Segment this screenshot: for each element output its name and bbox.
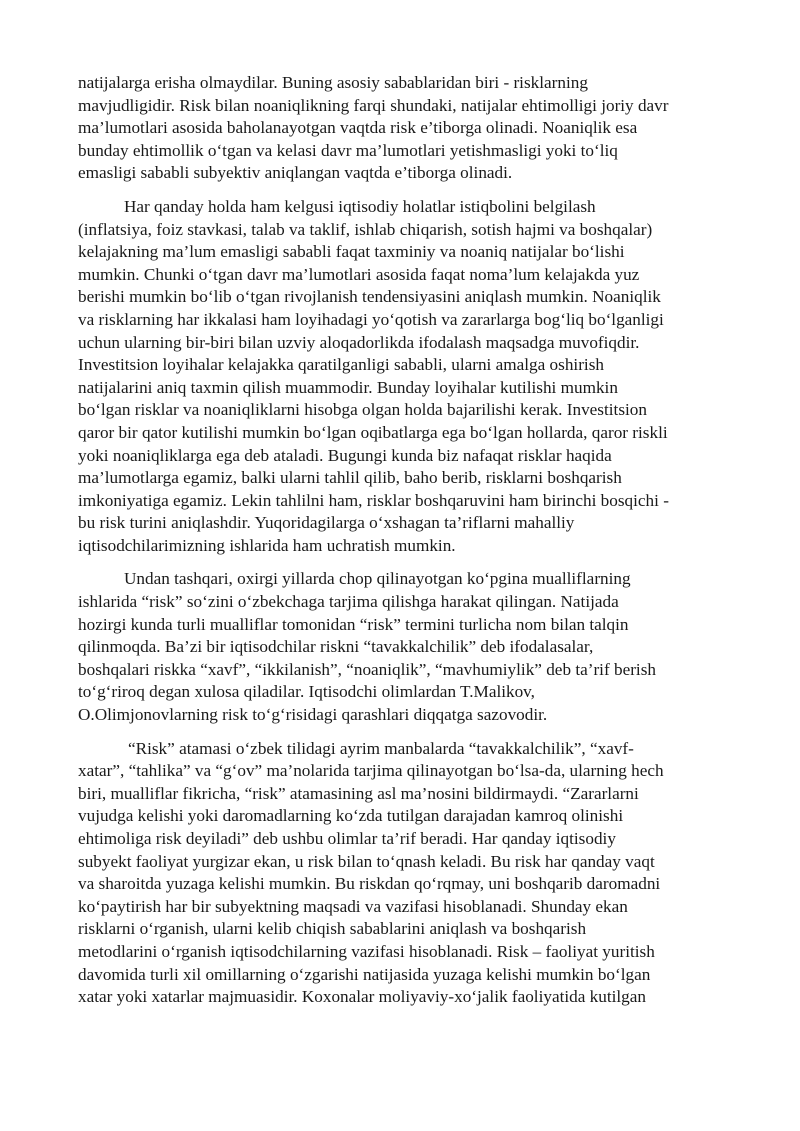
text-line: xatar yoki xatarlar majmuasidir. Koxonalar moliyaviy-xo‘jalik faoliyatida kutilgan [78, 987, 646, 1007]
text-line: ishlarida “risk” so‘zini o‘zbekchaga tarjima qilishga harakat qilingan. Natijada [78, 592, 619, 612]
text-line: kelajakning ma’lum emasligi sababli faqat taxminiy va noaniq natijalar bo‘lishi [78, 242, 625, 262]
text-line: uchun ularning bir-biri bilan uzviy aloqadorlikda ifodalash maqsadga muvofiqdir. [78, 332, 640, 352]
text-line: berishi mumkin bo‘lib o‘tgan rivojlanish tendensiyasini aniqlash mumkin. Noaniqlik [78, 287, 661, 307]
text-line: davomida turli xil omillarning o‘zgarishi natijasida yuzaga kelishi mumkin bo‘lgan [78, 964, 651, 984]
text-line: metodlarini o‘rganish iqtisodchilarning vazifasi hisoblanadi. Risk – faoliyat yuritish [78, 941, 655, 961]
text-line: ma’lumotlarga egamiz, balki ularni tahlil qilib, baho berib, risklarni boshqarish [78, 468, 622, 488]
paragraph-1 [78, 72, 712, 185]
text-line: ma’lumotlari asosida baholanayotgan vaqtda risk e’tiborga olinadi. Noaniqlik esa [78, 118, 638, 138]
document-page [78, 72, 712, 1009]
text-line: Investitsion loyihalar kelajakka qaratilganligi sababli, ularni amalga oshirish [78, 355, 604, 375]
text-line: boshqalari riskka “xavf”, “ikkilanish”, “noaniqlik”, “mavhumiylik” deb ta’rif berish [78, 659, 656, 679]
text-line: natijalarga erisha olmaydilar. Buning asosiy sabablaridan biri - risklarning [78, 73, 588, 92]
text-line: natijalarini aniq taxmin qilish muammodir. Bunday loyihalar kutilishi mumkin [78, 377, 618, 397]
text-line: “Risk” atamasi o‘zbek tilidagi ayrim manbalarda “tavakkalchilik”, “xavf- [128, 738, 634, 758]
text-line: biri, mualliflar fikricha, “risk” atamasining asl ma’nosini bildirmaydi. “Zararlarni [78, 783, 639, 803]
text-line: bu risk turini aniqlashdir. Yuqoridagilarga o‘xshagan ta’riflarni mahalliy [78, 513, 575, 533]
text-line: vujudga kelishi yoki daromadlarning ko‘zda tutilgan darajadan kamroq olinishi [78, 806, 624, 826]
text-line: mumkin. Chunki o‘tgan davr ma’lumotlari asosida faqat noma’lum kelajakda yuz [78, 264, 640, 284]
text-line: subyekt faoliyat yurgizar ekan, u risk bilan to‘qnash keladi. Bu risk har qanday vaqt [78, 851, 655, 871]
text-line: Undan tashqari, oxirgi yillarda chop qilinayotgan ko‘pgina mualliflarning [124, 569, 631, 589]
text-line: risklarni o‘rganish, ularni kelib chiqish sabablarini aniqlash va boshqarish [78, 919, 587, 939]
text-line: ehtimoliga risk deyiladi” deb ushbu olimlar ta’rif beradi. Har qanday iqtisodiy [78, 829, 616, 848]
paragraph-3 [78, 568, 712, 726]
text-line: ko‘paytirish har bir subyektning maqsadi va vazifasi hisoblanadi. Shunday ekan [78, 896, 628, 916]
text-line: bunday ehtimollik o‘tgan va kelasi davr ma’lumotlari yetishmasligi yoki to‘liq [78, 140, 618, 160]
text-line: to‘g‘riroq degan xulosa qiladilar. Iqtisodchi olimlardan T.Malikov, [78, 682, 535, 702]
text-line: qaror bir qator kutilishi mumkin bo‘lgan oqibatlarga ega bo‘lgan hollarda, qaror riskli [78, 422, 668, 442]
text-line: emasligi sababli subyektiv aniqlangan vaqtda e’tiborga olinadi. [78, 163, 513, 183]
paragraph-2 [78, 196, 712, 558]
text-line: O.Olimjonovlarning risk to‘g‘risidagi qarashlari diqqatga sazovodir. [78, 705, 548, 725]
text-line: va sharoitda yuzaga kelishi mumkin. Bu riskdan qo‘rqmay, uni boshqarib daromadni [78, 874, 661, 894]
text-line: mavjudligidir. Risk bilan noaniqlikning farqi shundaki, natijalar ehtimolligi joriy davr [78, 95, 669, 115]
text-line: Har qanday holda ham kelgusi iqtisodiy holatlar istiqbolini belgilash [124, 196, 596, 216]
text-line: iqtisodchilarimizning ishlarida ham uchratish mumkin. [78, 535, 456, 555]
text-line: (inflatsiya, foiz stavkasi, talab va taklif, ishlab chiqarish, sotish hajmi va boshqalar) [78, 219, 653, 239]
text-line: hozirgi kunda turli mualliflar tomonidan “risk” termini turlicha nom bilan talqin [78, 614, 629, 634]
paragraph-4 [78, 738, 712, 1009]
text-line: yoki noaniqliklarga ega deb ataladi. Bugungi kunda biz nafaqat risklar haqida [78, 445, 612, 465]
text-line: bo‘lgan risklar va noaniqliklarni hisobga olgan holda bajarilishi kerak. Investitsion [78, 400, 647, 420]
text-line: imkoniyatiga egamiz. Lekin tahlilni ham, risklar boshqaruvini ham birinchi bosqichi - [78, 490, 669, 510]
text-line: qilinmoqda. Ba’zi bir iqtisodchilar riskni “tavakkalchilik” deb ifodalasalar, [78, 637, 594, 657]
text-line: va risklarning har ikkalasi ham loyihadagi yo‘qotish va zararlarga bog‘liq bo‘lganligi [78, 309, 664, 329]
text-line: xatar”, “tahlika” va “g‘ov” ma’nolarida tarjima qilinayotgan bo‘lsa-da, ularning hech [78, 761, 664, 781]
